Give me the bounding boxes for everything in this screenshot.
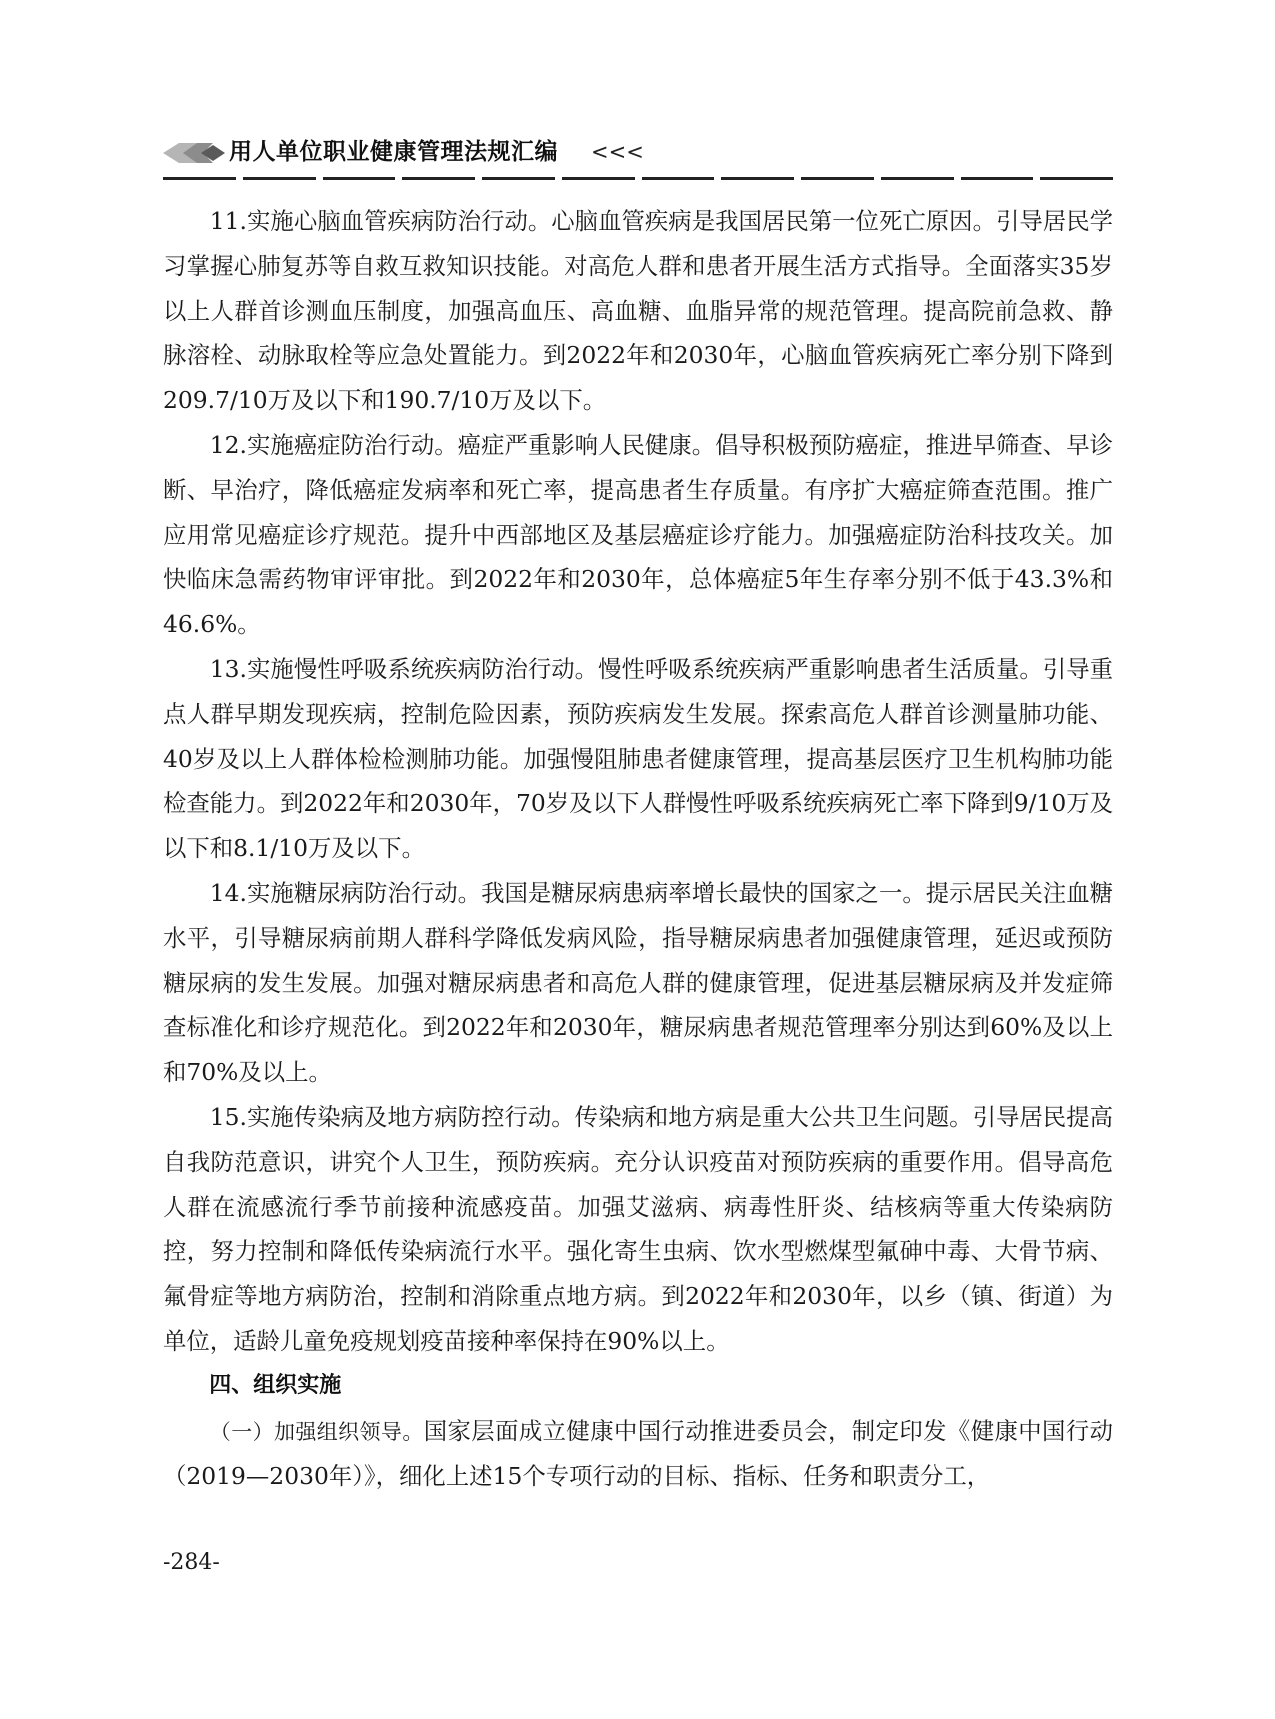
header-rule-segment bbox=[961, 177, 1034, 180]
paragraph-respiratory: 13.实施慢性呼吸系统疾病防治行动。慢性呼吸系统疾病严重影响患者生活质量。引导重点人群早期发现疾病，控制危险因素，预防疾病发生发展。探索高危人群首诊测量肺功能、40岁及以上人群体检检测肺功能。加强慢阻肺患者健康管理，提高基层医疗卫生机构肺功能检查能力。到2022年和2030年，70岁及以下人群慢性呼吸系统疾病死亡率下降到9/10万及以下和8.1/10万及以下。 bbox=[163, 654, 1113, 863]
header-rule-segment bbox=[881, 177, 954, 180]
double-chevron-ribbon-icon bbox=[163, 140, 225, 166]
header-rule-segment bbox=[323, 177, 396, 180]
header-rule-segment bbox=[801, 177, 874, 180]
page-number: -284- bbox=[163, 1550, 220, 1575]
paragraph-organization-text: 国家层面成立健康中国行动推进委员会，制定印发《健康中国行动（2019—2030年）》，细化上述15个专项行动的目标、指标、任务和职责分工， bbox=[163, 1416, 1114, 1491]
paragraph-organization bbox=[163, 1409, 1113, 1500]
paragraph-infectious: 15.实施传染病及地方病防控行动。传染病和地方病是重大公共卫生问题。引导居民提高自我防范意识，讲究个人卫生，预防疾病。充分认识疫苗对预防疾病的重要作用。倡导高危人群在流感流行季节前接种流感疫苗。加强艾滋病、病毒性肝炎、结核病等重大传染病防控，努力控制和降低传染病流行水平。强化寄生虫病、饮水型燃煤型氟砷中毒、大骨节病、氟骨症等地方病防治，控制和消除重点地方病。到2022年和2030年，以乡（镇、街道）为单位，适龄儿童免疫规划疫苗接种率保持在90%以上。 bbox=[163, 1102, 1113, 1355]
header-rule-segment bbox=[562, 177, 635, 180]
section-heading: 四、组织实施 bbox=[209, 1372, 342, 1398]
running-header-arrows: <<< bbox=[591, 140, 644, 164]
running-header-title: 用人单位职业健康管理法规汇编 bbox=[229, 139, 558, 165]
paragraph-cardio: 11.实施心脑血管疾病防治行动。心脑血管疾病是我国居民第一位死亡原因。引导居民学习掌握心肺复苏等自救互救知识技能。对高危人群和患者开展生活方式指导。全面落实35岁以上人群首诊测血压制度，加强高血压、高血糖、血脂异常的规范管理。提高院前急救、静脉溶栓、动脉取栓等应急处置能力。到2022年和2030年，心脑血管疾病死亡率分别下降到209.7/10万及以下和190.7/10万及以下。 bbox=[163, 207, 1113, 415]
header-rule-segment bbox=[482, 177, 555, 180]
paragraph-diabetes: 14.实施糖尿病防治行动。我国是糖尿病患病率增长最快的国家之一。提示居民关注血糖水平，引导糖尿病前期人群科学降低发病风险，指导糖尿病患者加强健康管理，延迟或预防糖尿病的发生发展。加强对糖尿病患者和高危人群的健康管理，促进基层糖尿病及并发症筛查标准化和诊疗规范化。到2022年和2030年，糖尿病患者规范管理率分别达到60%及以上和70%及以上。 bbox=[163, 878, 1113, 1087]
header-rule-segment bbox=[642, 177, 715, 180]
header-rule-segment bbox=[721, 177, 794, 180]
header-rule bbox=[163, 177, 1113, 180]
paragraph-lead: （一）加强组织领导。 bbox=[209, 1419, 424, 1444]
paragraph-cancer: 12.实施癌症防治行动。癌症严重影响人民健康。倡导积极预防癌症，推进早筛查、早诊断、早治疗，降低癌症发病率和死亡率，提高患者生存质量。有序扩大癌症筛查范围。推广应用常见癌症诊疗规范。提升中西部地区及基层癌症诊疗能力。加强癌症防治科技攻关。加快临床急需药物审评审批。到2022年和2030年，总体癌症5年生存率分别不低于43.3%和46.6%。 bbox=[163, 430, 1113, 639]
running-header bbox=[163, 134, 1113, 184]
header-rule-segment bbox=[1040, 177, 1113, 180]
header-rule-segment bbox=[163, 177, 236, 180]
header-rule-segment bbox=[402, 177, 475, 180]
page-body bbox=[163, 199, 1113, 1499]
header-rule-segment bbox=[243, 177, 316, 180]
